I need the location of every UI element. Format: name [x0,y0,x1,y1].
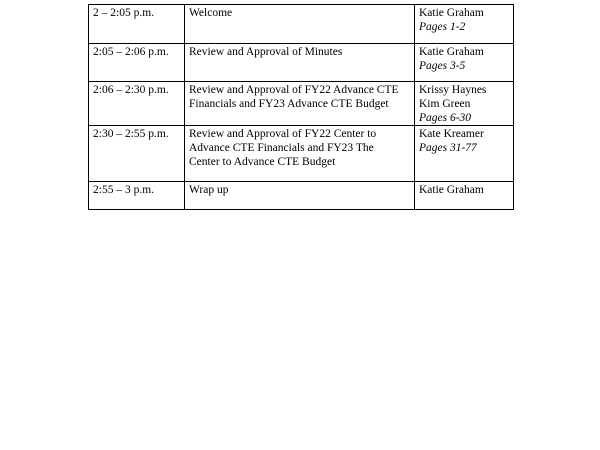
presenter-cell [415,182,514,210]
agenda-item-text: Welcome [189,7,233,19]
table-row [89,126,514,182]
agenda-item-cell [185,82,415,126]
time-slot: 2:06 – 2:30 p.m. [93,84,169,96]
presenter-name: Katie Graham [419,184,484,196]
presenter-name: Kate Kreamer [419,128,484,140]
agenda-item-text: Wrap up [189,184,229,196]
table-row [89,182,514,210]
table-row [89,82,514,126]
agenda-item-text: Review and Approval of Minutes [189,46,343,58]
presenter-name: Katie Graham [419,46,484,58]
agenda-item-cell [185,44,415,82]
page-reference: Pages 1-2 [419,21,466,33]
table-row [89,44,514,82]
presenter-name: Kim Green [419,98,471,110]
time-cell [89,182,185,210]
agenda-table [88,4,514,210]
time-slot: 2:05 – 2:06 p.m. [93,46,169,58]
time-cell [89,44,185,82]
agenda-item-text: Financials and FY23 Advance CTE Budget [189,98,389,110]
time-cell [89,5,185,44]
presenter-name: Krissy Haynes [419,84,487,96]
agenda-item-cell [185,5,415,44]
agenda-item-text: Review and Approval of FY22 Advance CTE [189,84,399,96]
page-reference: Pages 3-5 [419,60,466,72]
presenter-cell [415,82,514,126]
table-row [89,5,514,44]
page-reference: Pages 6-30 [419,112,472,124]
time-slot: 2:30 – 2:55 p.m. [93,128,169,140]
presenter-cell [415,126,514,182]
agenda-item-text: Advance CTE Financials and FY23 The [189,142,374,154]
agenda-item-text: Center to Advance CTE Budget [189,156,336,168]
time-cell [89,82,185,126]
time-slot: 2:55 – 3 p.m. [93,184,155,196]
agenda-item-text: Review and Approval of FY22 Center to [189,128,377,140]
time-cell [89,126,185,182]
page-reference: Pages 31-77 [419,142,477,154]
agenda-item-cell [185,182,415,210]
time-slot: 2 – 2:05 p.m. [93,7,155,19]
agenda-item-cell [185,126,415,182]
presenter-cell [415,44,514,82]
presenter-name: Katie Graham [419,7,484,19]
presenter-cell [415,5,514,44]
